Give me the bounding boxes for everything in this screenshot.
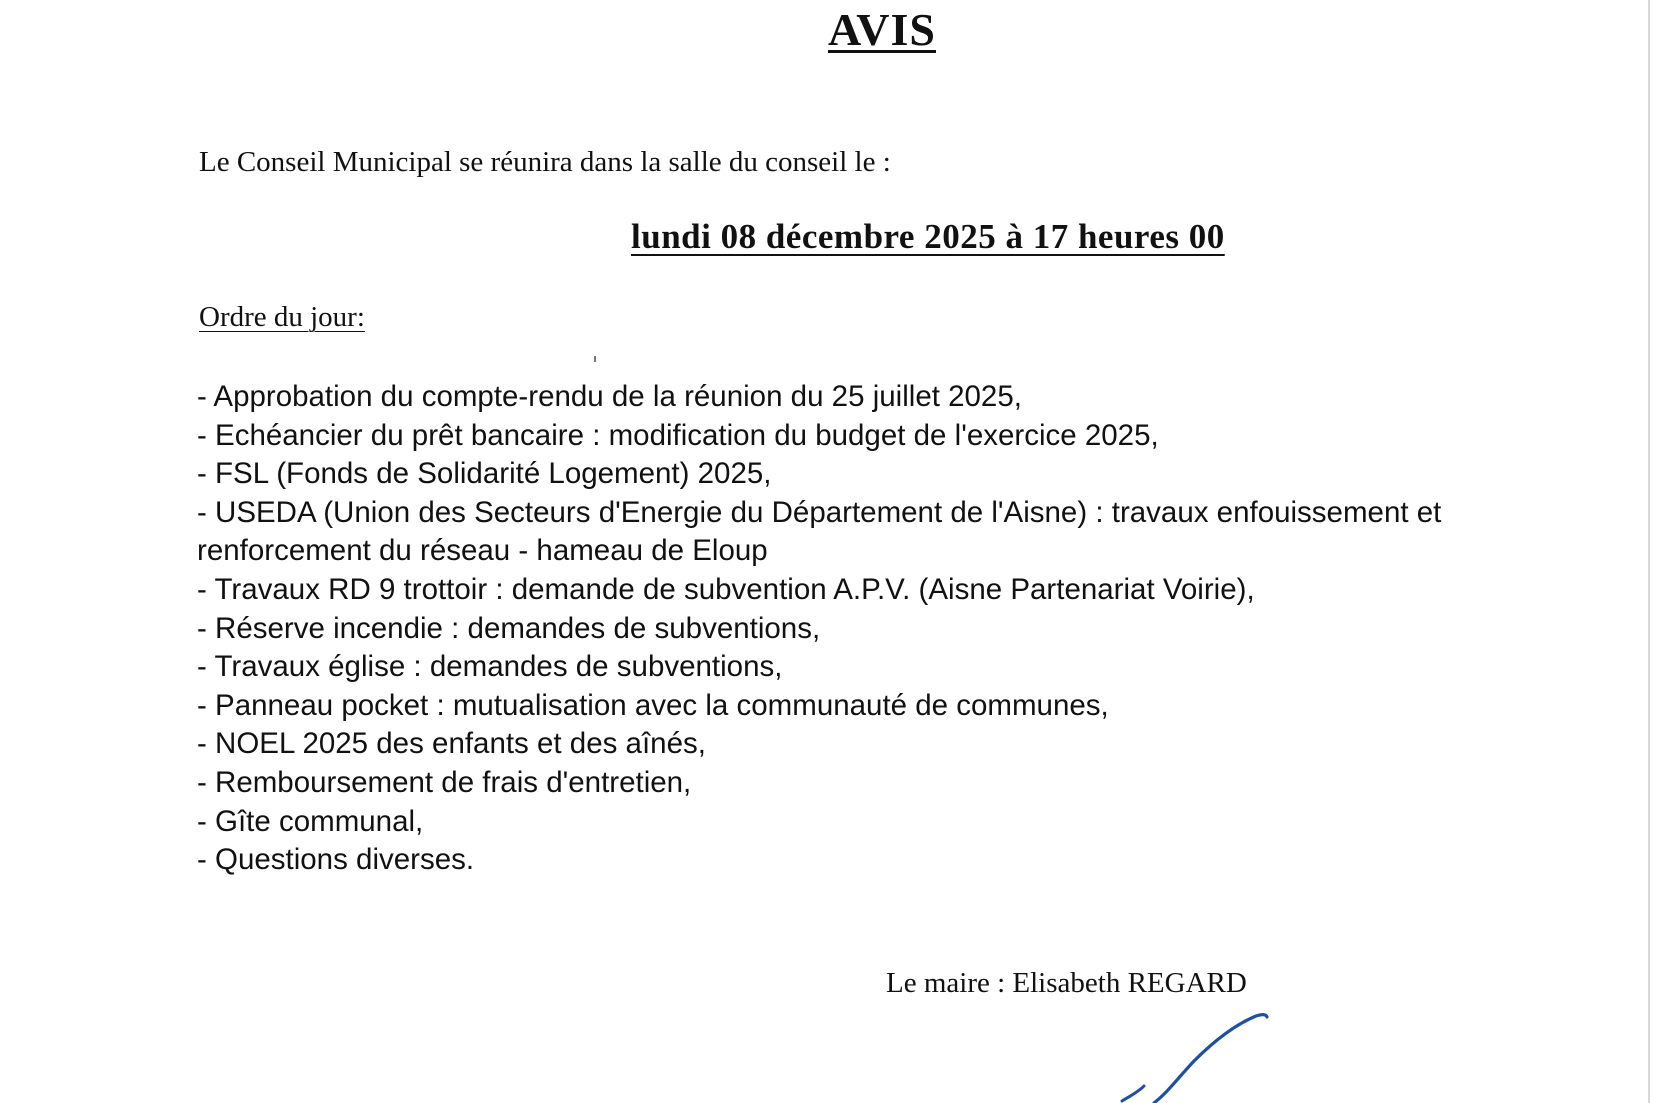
agenda-item: - Approbation du compte-rendu de la réunion du 25 juillet 2025, (197, 380, 1022, 413)
handwritten-signature (1120, 1012, 1300, 1103)
agenda-heading: Ordre du jour: (199, 301, 365, 333)
scan-speck (594, 356, 596, 362)
mayor-signature-label: Le maire : Elisabeth REGARD (886, 967, 1247, 999)
agenda-item: - Réserve incendie : demandes de subventions, (197, 611, 821, 645)
agenda-item: - FSL (Fonds de Solidarité Logement) 2025, (197, 457, 772, 491)
agenda-item: - Echéancier du prêt bancaire : modification du budget de l'exercice 2025, (197, 418, 1159, 452)
agenda-item: - NOEL 2025 des enfants et des aînés, (197, 727, 706, 761)
meeting-date: lundi 08 décembre 2025 à 17 heures 00 (631, 217, 1225, 256)
agenda-item: - USEDA (Union des Secteurs d'Energie du Département de l'Aisne) : travaux enfouissement et renforcement du réseau - hameau de Eloup (197, 495, 1442, 568)
agenda-item: - Gîte communal, (197, 804, 424, 838)
agenda-item: - Travaux église : demandes de subventions, (197, 650, 783, 684)
agenda-list (197, 378, 1577, 880)
notice-title: AVIS (828, 4, 936, 55)
meeting-intro: Le Conseil Municipal se réunira dans la salle du conseil le : (199, 146, 891, 178)
scan-edge-line (1648, 0, 1650, 1103)
agenda-item: - Remboursement de frais d'entretien, (197, 765, 692, 799)
agenda-item: - Panneau pocket : mutualisation avec la communauté de communes, (197, 688, 1109, 722)
agenda-item: - Questions diverses. (197, 843, 475, 877)
agenda-item: - Travaux RD 9 trottoir : demande de subvention A.P.V. (Aisne Partenariat Voirie), (197, 572, 1255, 606)
